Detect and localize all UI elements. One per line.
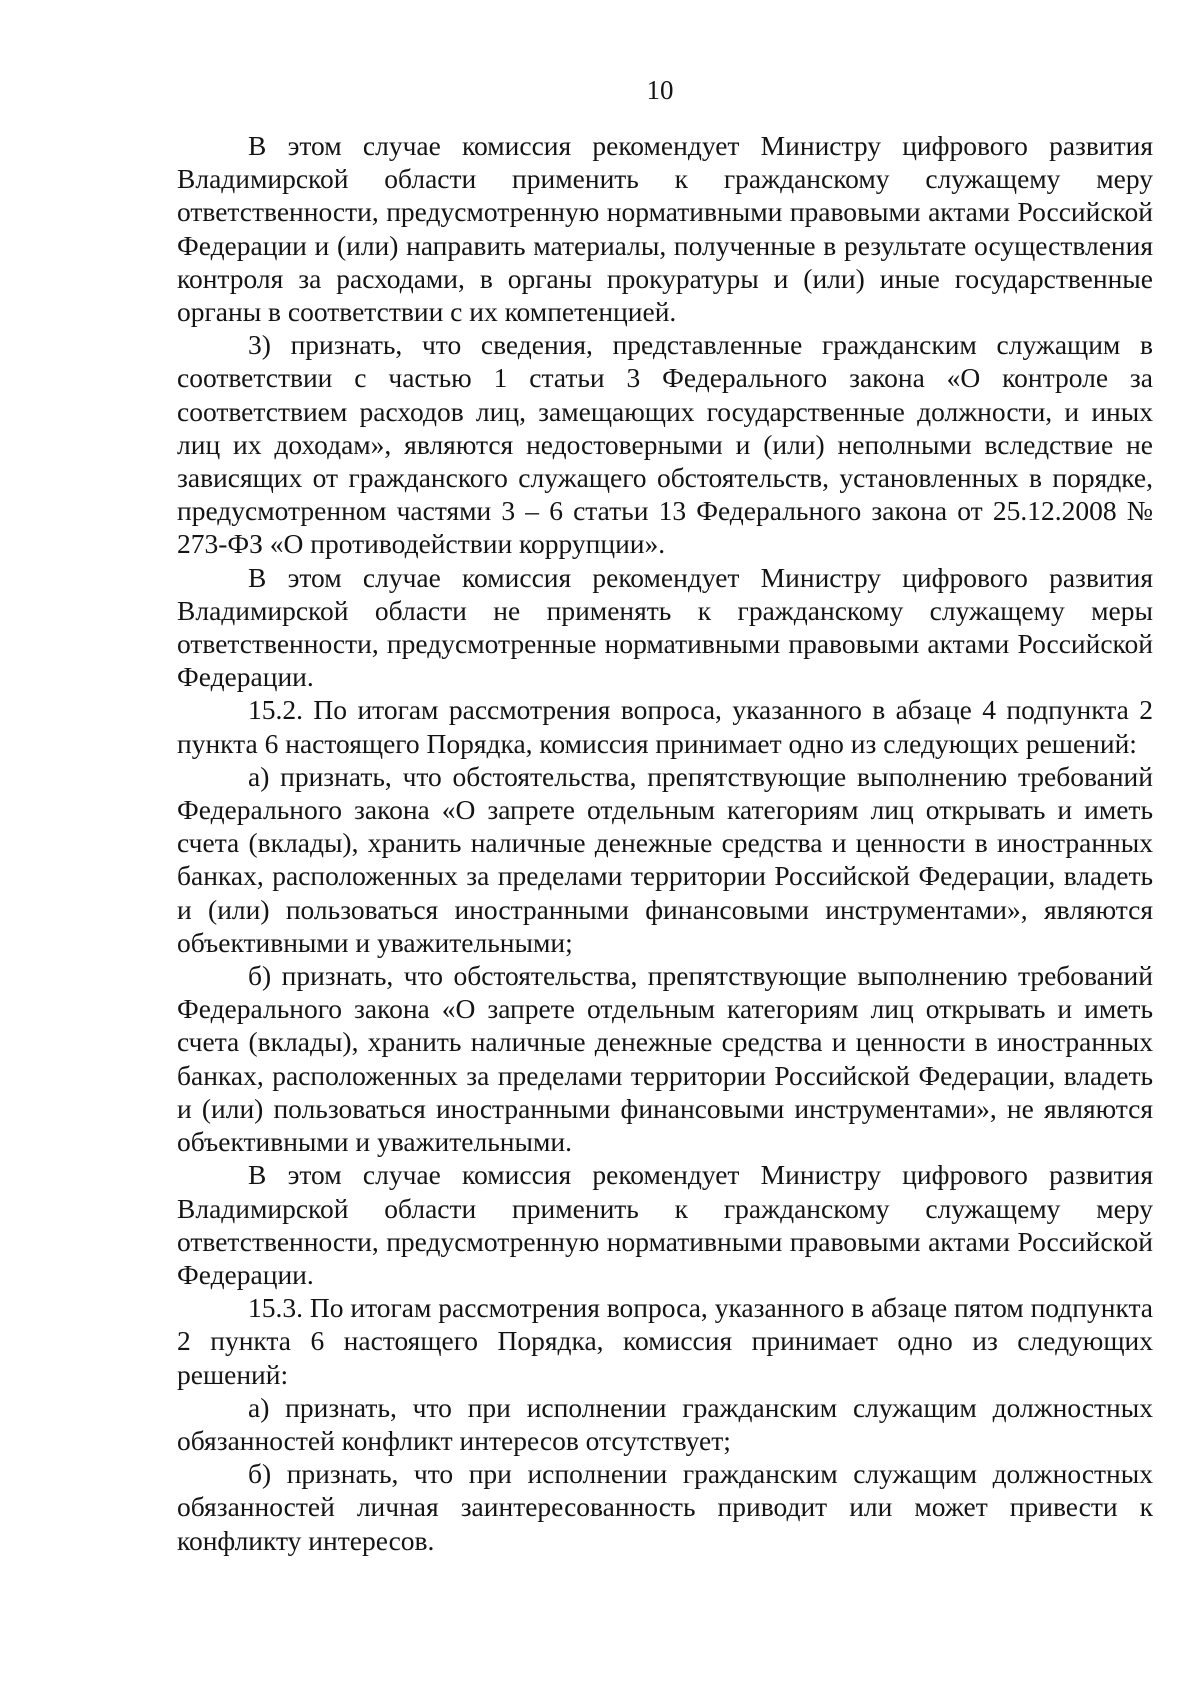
paragraph-section-15-2: 15.2. По итогам рассмотрения вопроса, указанного в абзаце 4 подпункта 2 пункта 6 настоящего Порядка, комиссия принимает одно из следующих решений: [177, 694, 1153, 759]
paragraph-option-b: б) признать, что обстоятельства, препятствующие выполнению требований Федерального закона «О запрете отдельным категориям лиц открывать и иметь счета (вклады), хранить наличные денежные средства и ценности в иностранных банках, расположенных за пределами территории Российской Федерации, владеть и (или) пользоваться иностранными финансовыми инструментами», не являются объективными и уважительными. [177, 960, 1153, 1158]
paragraph-option-a: а) признать, что обстоятельства, препятствующие выполнению требований Федерального закона «О запрете отдельным категориям лиц открывать и иметь счета (вклады), хранить наличные денежные средства и ценности в иностранных банках, расположенных за пределами территории Российской Федерации, владеть и (или) пользоваться иностранными финансовыми инструментами», являются объективными и уважительными; [177, 760, 1153, 958]
paragraph-section-15-3: 15.3. По итогам рассмотрения вопроса, указанного в абзаце пятом подпункта 2 пункта 6 настоящего Порядка, комиссия принимает одно из следующих решений: [177, 1292, 1153, 1390]
paragraph-item-3: 3) признать, что сведения, представленные гражданским служащим в соответствии с частью 1 статьи 3 Федерального закона «О контроле за соответствием расходов лиц, замещающих государственные должности, и иных лиц их доходам», являются недостоверными и (или) неполными вследствие не зависящих от гражданского служащего обстоятельств, установленных в порядке, предусмотренном частями 3 – 6 статьи 13 Федерального закона от 25.12.2008 № 273-ФЗ «О противодействии коррупции». [177, 329, 1153, 560]
paragraph-recommendation-not-apply: В этом случае комиссия рекомендует Министру цифрового развития Владимирской области не применять к гражданскому служащему меры ответственности, предусмотренные нормативными правовыми актами Российской Федерации. [177, 561, 1153, 693]
paragraph-option-a-conflict: а) признать, что при исполнении гражданским служащим должностных обязанностей конфликт интересов отсутствует; [177, 1391, 1153, 1456]
paragraph-option-b-conflict: б) признать, что при исполнении гражданским служащим должностных обязанностей личная заинтересованность приводит или может привести к конфликту интересов. [177, 1458, 1153, 1556]
paragraph-recommendation-apply-2: В этом случае комиссия рекомендует Министру цифрового развития Владимирской области применить к гражданскому служащему меру ответственности, предусмотренную нормативными правовыми актами Российской Федерации. [177, 1159, 1153, 1290]
paragraph-recommendation-apply: В этом случае комиссия рекомендует Министру цифрового развития Владимирской области применить к гражданскому служащему меру ответственности, предусмотренную нормативными правовыми актами Российской Федерации и (или) направить материалы, полученные в результате осуществления контроля за расходами, в органы прокуратуры и (или) иные государственные органы в соответствии с их компетенцией. [177, 130, 1153, 328]
document-body [177, 129, 1153, 1557]
page-number: 10 [646, 75, 674, 105]
